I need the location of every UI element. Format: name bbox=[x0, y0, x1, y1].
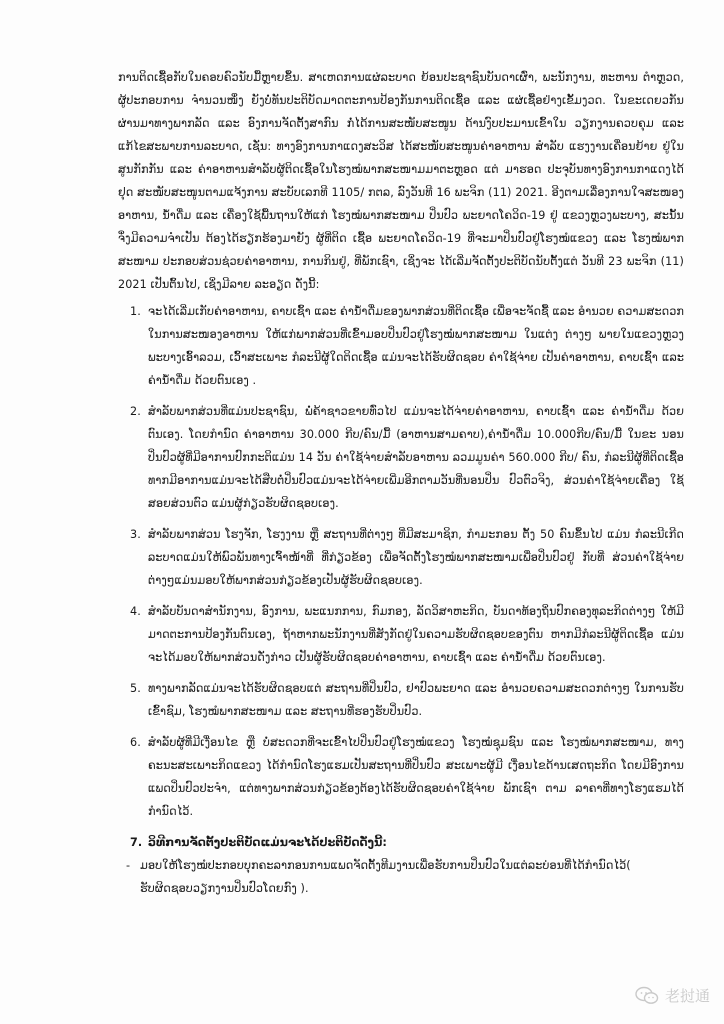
item-text: ທາງພາກລັດແມ່ນຈະໄດ້ຮັບຜິດຊອບແຕ່ ສະຖານທີ່ປິ່ນປົວ, ຢາປົວພະຍາດ ແລະ ອຳນວຍຄວາມສະດວກຕ່າງໆ ໃນການຮັບເຂົ້າຊົມ, ໂຮງໝໍພາກສະໜາມ ແລະ ສະຖານທີ່ຮອງຮັບປິ່ນປົວ. bbox=[148, 682, 684, 718]
item-text: ສຳລັບພາກສ່ວນ ໂຮງຈັກ, ໂຮງງານ ຫຼື ສະຖານທີ່ຕ່າງໆ ທີ່ມີສະມາຊິກ, ກຳມະກອນ ຕັ້ງ 50 ຄົນຂຶ້ນໄປ ແມ່ນ ກໍລະນີເກີດລະບາດແມ່ນໃຫ້ພົວພັນທາງເຈົ້າໜ້າທີ່ ທີ່ກ່ຽວຂ້ອງ ເພື່ອຈັດຕັ້ງໂຮງໝໍພາກສະໜາມເພື່ອປິ່ນປົວຢູ່ ກັບທີ່ ສ່ວນຄ່າໃຊ້ຈ່າຍຕ່າງໆແມ່ນມອບໃຫ້ພາກສ່ວນກ່ຽວຂ້ອງເປັນຜູ້ຮັບຜິດຊອບເອງ. bbox=[148, 528, 684, 587]
list-item bbox=[118, 677, 684, 723]
list-item bbox=[118, 300, 684, 392]
list-item bbox=[118, 523, 684, 592]
section-heading-text: ວິທີການຈັດຕັ້ງປະຕິບັດແມ່ນຈະໄດ້ປະຕິບັດດັ່ງນີ້: bbox=[148, 836, 387, 849]
wechat-icon bbox=[635, 986, 659, 1006]
dash-item-text: ມອບໃຫ້ໂຮງໝໍປະກອບບຸກຄະລາກອນການແພດຈັດຕັ້ງທີມງານເພື່ອຮັບການປິ່ນປົວໃນແຕ່ລະບ່ອນທີ່ໄດ້ກຳນົດໄວ້( ຮັບຜິດຊອບວຽກງານປິ່ນປົວໂດຍກົງ ). bbox=[140, 859, 631, 895]
dash-list-item bbox=[118, 854, 684, 900]
item-number: 5. bbox=[130, 682, 141, 695]
watermark bbox=[635, 985, 710, 1006]
intro-paragraph: ການຕິດເຊື້ອກັບໃນຄອບຄົວນັບມື້ຫຼາຍຂຶ້ນ. ສາເຫດການແຜ່ລະບາດ ຍ້ອນປະຊາຊົນບັນດາເຜົ່າ, ພະນັກງານ, ທະຫານ ຕຳຫຼວດ, ຜູ້ປະກອບການ ຈຳນວນໜຶ່ງ ຍັງບໍ່ທັນປະຕິບັດມາດຕະການປ້ອງກັນການຕິດເຊື້ອ ແລະ ແຜ່ເຊື້ອຢ່າງເຂັ້ມງວດ. ໃນຂະເດຍວກັນ ຜ່ານມາທາງພາກລັດ ແລະ ອົງການຈັດຕັ້ງສາກົນ ກໍ່ໄດ້ການສະໜັບສະໜູນ ດ້ານງົບປະມານເຂົ້າໃນ ວຽກງານຄວບຄຸມ ແລະ ແກ້ໄຂສະພາບການລະບາດ, ເຊັ່ນ: ທາງອົງການກາແດງສະວິສ ໄດ້ສະໜັບສະໜູນຄ່າອາຫານ ສຳລັບ ແຮງງານເຄື່ອນຍ້າຍ ຢູ່ໃນສູນກັກກັນ ແລະ ຄ່າອາຫານສຳລັບຜູ້ຕິດເຊື້ອໃນໂຮງໝໍພາກສະໜາມມາຕະຫຼອດ ແຕ່ ມາຮອດ ປະຈຸບັນທາງອົງການກາແດງໄດ້ຢຸດ ສະໜັບສະໜູນຕາມແຈ້ງການ ສະບັບເລກທີ 1105/ ກຕລ, ລົງວັນທີ 16 ພະຈິກ (11) 2021. ອີງຕາມເລື່ອງການໃຈສະໜອງ ອາຫານ, ນ້ຳດື່ມ ແລະ ເຄື່ອງໃຊ້ພື້ນຖານໃຫ້ແກ່ ໂຮງໝໍພາກສະໜາມ ປິ່ນປົວ ພະຍາດໂຄວິດ-19 ຢູ່ ແຂວງຫຼວງພະບາງ, ສະນັ້ນ ຈຶ່ງມີຄວາມຈຳເປັນ ຕ້ອງໄດ້ຮຽກຮ້ອງມາຍັງ ຜູ້ທີ່ຕິດ ເຊື້ອ ພະຍາດໂຄວິດ-19 ທີ່ຈະມາປິ່ນປົວຢູ່ໂຮງໝໍແຂວງ ແລະ ໂຮງໝໍພາກສະໜາມ ປະກອບສ່ວນຊ່ວຍຄ່າອາຫານ, ການກິນຢູ່, ທີ່ພັກເຊົາ, ເຊິ່ງຈະ ໄດ້ເລີ່ມຈັດຕັ້ງປະຕິບັດນັບຕັ້ງແຕ່ ວັນທີ 23 ພະຈິກ (11) 2021 ເປັນຕົ້ນໄປ, ເຊິ່ງມີລາຍ ລະອຽດ ດັ່ງນີ້: bbox=[118, 71, 684, 291]
item-number: 1. bbox=[130, 305, 141, 318]
item-number: 2. bbox=[130, 405, 141, 418]
list-item bbox=[118, 600, 684, 669]
item-number: 4. bbox=[130, 605, 141, 618]
list-item bbox=[118, 731, 684, 823]
document-body bbox=[118, 66, 684, 900]
section-heading bbox=[118, 831, 684, 854]
watermark-text: 老挝通 bbox=[664, 987, 710, 1005]
item-text: ສຳລັບພາກສ່ວນທີ່ແມ່ນປະຊາຊົນ, ພໍ່ຄ້າຊາວຂາຍທົ່ວໄປ ແມ່ນຈະໄດ້ຈ່າຍຄ່າອາຫານ, ຄາບເຊົ້າ ແລະ ຄ່ານ້ຳດື່ມ ດ້ວຍຕົນເອງ. ໂດຍກຳນົດ ຄ່າອາຫານ 30.000 ກີບ/ຄົນ/ມື້ (ອາຫານສາມຄາບ),ຄ່ານ້ຳດື່ມ 10.000ກີບ/ຄົນ/ມື້ ໃນຂະ ນອນປິ່ນປົວຜູ້ທີ່ມີອາການປົກກະຕິແມ່ນ 14 ວັນ ຄ່າໃຊ້ຈ່າຍສຳລັບອາຫານ ລວມມູນຄ່າ 560.000 ກີບ/ ຄົນ, ກໍລະນີຜູ້ທີ່ຕິດເຊື້ອທາກມີອາການແມ່ນຈະໄດ້ສືບຕໍ່ປິ່ນປົວແມ່ນຈະໄດ້ຈ່າຍເພີ່ມອີກຕາມວັນທີ່ນອນປິ່ນ ປົວຕົວຈິງ, ສ່ວນຄ່າໃຊ້ຈ່າຍເຄື່ອງ ໃຊ້ສອຍສ່ວນຕົວ ແມ່ນຜູ້ກ່ຽວຮັບຜິດຊອບເອງ. bbox=[148, 405, 684, 510]
dash-marker: - bbox=[126, 859, 131, 872]
item-text: ສຳລັບບັນດາສຳນັກງານ, ອົງການ, ພະແນກການ, ກົມກອງ, ລັດວິສາຫະກິດ, ບັນດາທ້ອງຖິ່ນປົກຄອງທຸລະກິດຕ່າງໆ ໃຫ້ມີມາດຕະການປ້ອງກັນຕົນເອງ, ຖ້າຫາກພະນັກງານທີ່ສັງກັດຢູ່ໃນຄວາມຮັບຜິດຊອບຂອງຕົນ ຫາກມີກໍລະນີຜູ້ຕິດເຊື້ອ ແມ່ນຈະໄດ້ມອບໃຫ້ພາກສ່ວນດັ່ງກ່າວ ເປັນຜູ້ຮັບຜິດຊອບຄ່າອາຫານ, ຄາບເຊົ້າ ແລະ ຄ່ານ້ຳດື່ມ ດ້ວຍຕົນເອງ. bbox=[148, 605, 684, 664]
numbered-list bbox=[118, 300, 684, 823]
list-item bbox=[118, 400, 684, 515]
item-text: ສຳລັບຜູ້ທີ່ມີເງື່ອນໄຂ ຫຼື ບໍ່ສະດວກທີ່ຈະເຂົ້າໄປປິ່ນປົວຢູ່ໂຮງໝໍແຂວງ ໂຮງໝໍຊຸມຊົນ ແລະ ໂຮງໝໍພາກສະໜາມ, ທາງຄະນະສະເພາະກິດແຂວງ ໄດ້ກຳນົດໂຮງແຮມເປັນສະຖານທີ່ປິ່ນປົວ ສະເພາະຜູ້ມີ ເງື່ອນໄຂດ້ານເສດຖະກິດ ໂດຍມີອົງການແພດປິ່ນປົວປະຈຳ, ແຕ່ທາງພາກສ່ວນກ່ຽວຂ້ອງຕ້ອງໄດ້ຮັບຜິດຊອບຄ່າໃຊ້ຈ່າຍ ພັກເຊົາ ຕາມ ລາຄາທີ່ທາງໂຮງແຮມໄດ້ ກຳນົດໄວ້. bbox=[148, 736, 684, 818]
item-number: 3. bbox=[130, 528, 141, 541]
item-number: 6. bbox=[130, 736, 141, 749]
section-number: 7. bbox=[130, 836, 143, 849]
item-text: ຈະໄດ້ເລີ່ມເກັບຄ່າອາຫານ, ຄາບເຊົ້າ ແລະ ຄ່ານ້ຳດື່ມຂອງພາກສ່ວນທີ່ຕິດເຊື້ອ ເພື່ອຈະຈັດຊື້ ແລະ ອຳນວຍ ຄວາມສະດວກ ໃນການສະໜອງອາຫານ ໃຫ້ແກ່ພາກສ່ວນທີ່ເຂົ້າມອບປິ່ນປົວຢູ່ໂຮງໝໍພາກສະໜາມ ໃນແຕ່ງ ຕ່າງໆ ພາຍໃນແຂວງຫຼວງພະບາງເອົ້າລວມ, ເວົ້າສະເພາະ ກໍລະນີຜູ້ໃດຕິດເຊື້ອ ແມ່ນຈະໄດ້ຮັບຜິດຊອບ ຄ່າໃຊ້ຈ່າຍ ເປັນຄ່າອາຫານ, ຄາບເຊົ້າ ແລະ ຄ່ານ້ຳດື່ມ ດ້ວຍຕົນເອງ . bbox=[148, 305, 684, 387]
